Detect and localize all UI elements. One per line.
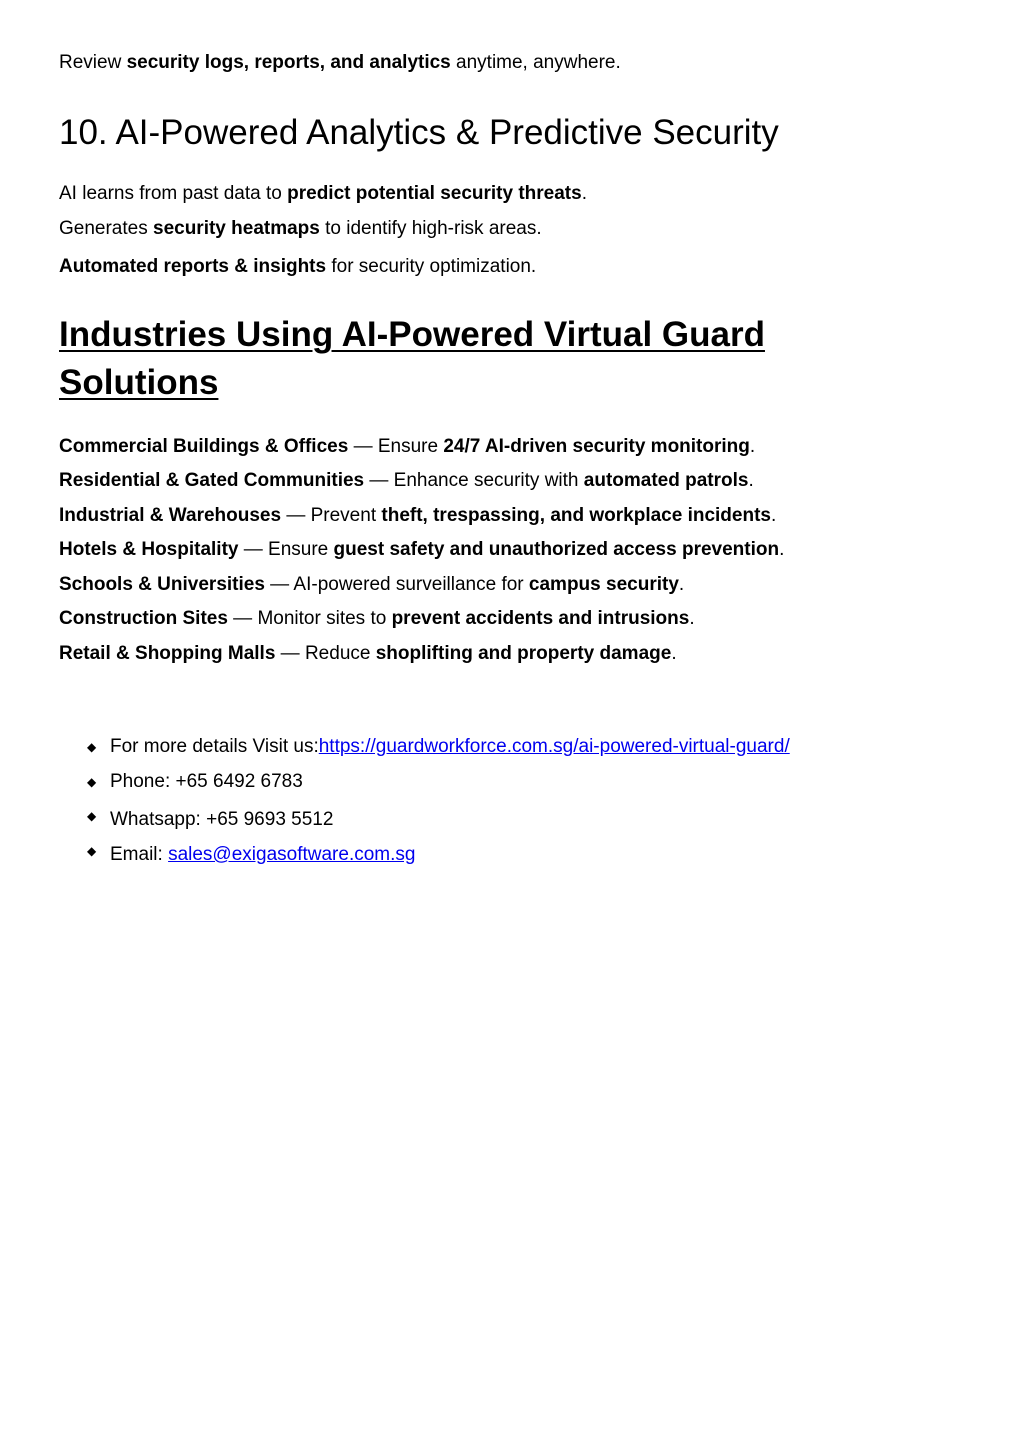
industry-end: . (770, 505, 777, 526)
line-text: AI learns from past data to (59, 183, 288, 204)
industry-name: Commercial Buildings & Offices (59, 436, 349, 457)
industry-item (59, 573, 684, 597)
line-text-end: to identify high-risk areas. (319, 218, 542, 239)
industry-item (59, 607, 695, 631)
section-10-heading: 10. AI-Powered Analytics & Predictive Security (59, 113, 779, 152)
industry-highlight: theft, trespassing, and workplace incidents (381, 505, 771, 526)
line-text: Generates (59, 218, 153, 239)
industry-desc: — AI-powered surveillance for (264, 574, 529, 595)
section-10-line (59, 217, 542, 241)
industry-desc: — Ensure (348, 436, 444, 457)
contact-email-text (110, 843, 415, 867)
industry-name: Industrial & Warehouses (59, 505, 282, 526)
diamond-bullet-icon: ◆ (87, 775, 97, 789)
industry-name: Schools & Universities (59, 574, 265, 595)
industry-desc: — Enhance security with (364, 470, 584, 491)
line-text-end: . (581, 183, 587, 204)
industry-end: . (749, 436, 756, 457)
industries-heading: Industries Using AI-Powered Virtual Guard Solutions (59, 315, 765, 402)
industry-highlight: shoplifting and property damage (375, 643, 672, 664)
contact-website-text (110, 735, 790, 759)
email-label: Email: (110, 844, 169, 865)
industry-item (59, 538, 784, 562)
diamond-bullet-icon: ◆ (87, 844, 97, 858)
intro-line (59, 51, 621, 75)
industry-highlight: prevent accidents and intrusions (391, 608, 690, 629)
line-bold: security heatmaps (153, 218, 320, 239)
intro-text: Review (59, 52, 127, 73)
diamond-bullet-icon: ◆ (87, 740, 97, 754)
industry-highlight: campus security (528, 574, 679, 595)
industry-highlight: 24/7 AI-driven security monitoring (443, 436, 750, 457)
industry-end: . (779, 539, 785, 560)
industry-item (59, 469, 754, 493)
industry-highlight: automated patrols (583, 470, 749, 491)
industry-name: Retail & Shopping Malls (59, 643, 276, 664)
industry-desc: — Monitor sites to (227, 608, 392, 629)
section-10-line (59, 182, 587, 206)
industry-desc: — Ensure (238, 539, 334, 560)
industry-desc: — Reduce (275, 643, 376, 664)
phone-text: Phone: +65 6492 6783 (110, 771, 303, 792)
line-text-end: for security optimization. (326, 256, 537, 277)
intro-text-end: anytime, anywhere. (450, 52, 621, 73)
website-link[interactable]: https://guardworkforce.com.sg/ai-powered-virtual-guard/ (318, 736, 790, 757)
industry-item (59, 642, 677, 666)
diamond-bullet-icon: ◆ (87, 809, 97, 823)
email-link[interactable]: sales@exigasoftware.com.sg (168, 844, 416, 865)
line-bold: predict potential security threats (287, 183, 582, 204)
section-10-line (59, 255, 536, 279)
industry-name: Residential & Gated Communities (59, 470, 365, 491)
industry-end: . (678, 574, 685, 595)
industry-name: Hotels & Hospitality (59, 539, 239, 560)
industry-item (59, 504, 776, 528)
intro-bold: security logs, reports, and analytics (126, 52, 451, 73)
industry-highlight: guest safety and unauthorized access prevention (333, 539, 780, 560)
industry-end: . (671, 643, 677, 664)
industry-name: Construction Sites (59, 608, 228, 629)
whatsapp-text: Whatsapp: +65 9693 5512 (110, 809, 334, 830)
line-bold: Automated reports & insights (59, 256, 327, 277)
website-label: For more details Visit us: (110, 736, 319, 757)
industry-end: . (689, 608, 695, 629)
industry-desc: — Prevent (281, 505, 382, 526)
industry-item (59, 435, 755, 459)
industry-end: . (748, 470, 754, 491)
